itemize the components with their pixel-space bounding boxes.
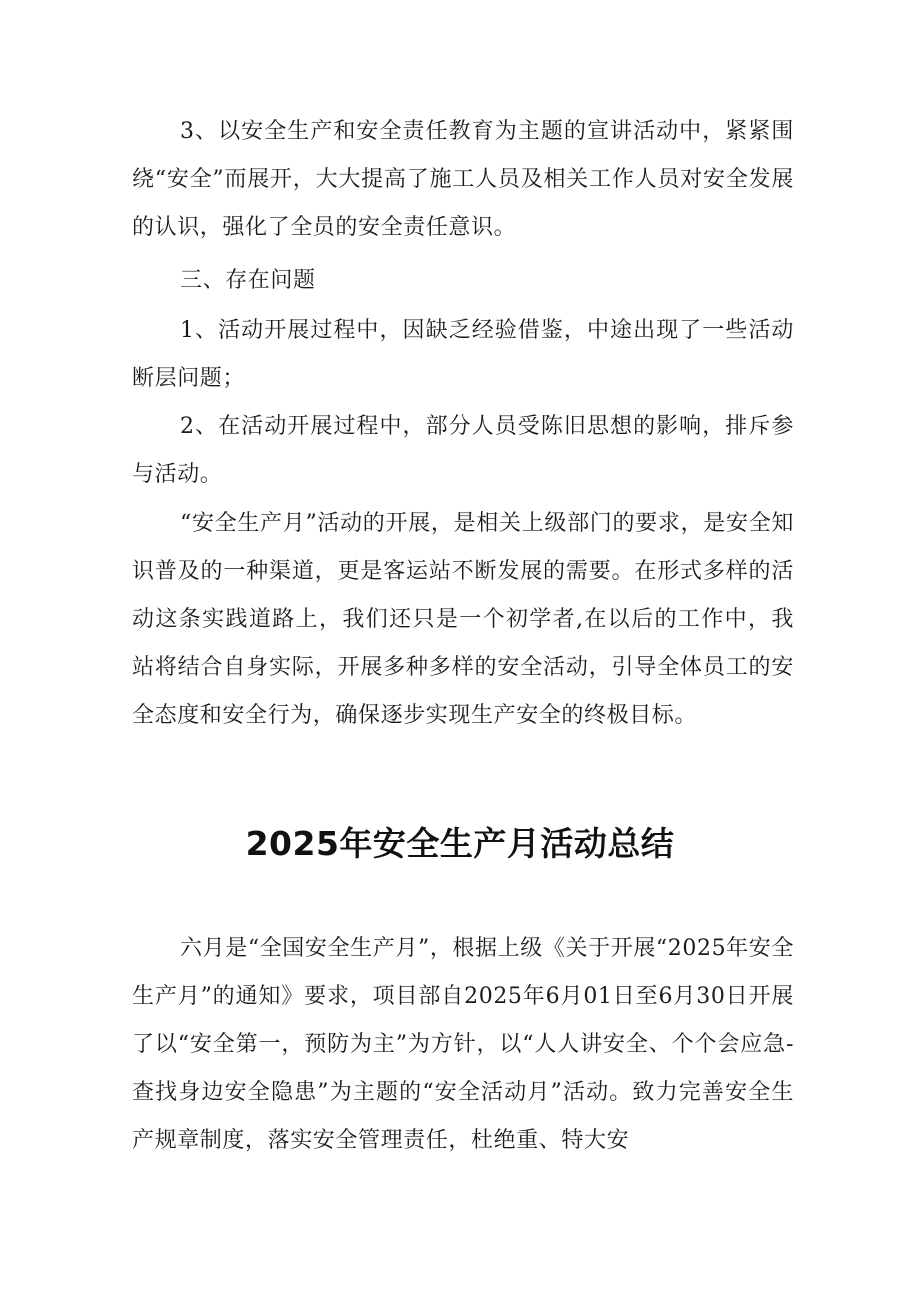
paragraph-conclusion: “安全生产月”活动的开展，是相关上级部门的要求，是安全知识普及的一种渠道，更是客运站不断发展的需要。在形式多样的活动这条实践道路上，我们还只是一个初学者,在以后的工作中，我站将结合自身实际，开展多种多样的安全活动，引导全体员工的安全态度和安全行为，确保逐步实现生产安全的终极目标。 bbox=[132, 511, 794, 728]
section-heading-existing-problems: 三、存在问题 bbox=[180, 268, 316, 293]
paragraph-safety-education: 3、以安全生产和安全责任教育为主题的宣讲活动中，紧紧围绕“安全”而展开，大大提高了施工人员及相关工作人员对安全发展的认识，强化了全员的安全责任意识。 bbox=[132, 119, 794, 240]
paragraph-summary-intro: 六月是“全国安全生产月”，根据上级《关于开展“2025年安全生产月”的通知》要求，项目部自2025年6月01日至6月30日开展了以“安全第一，预防为主”为方针，以“人人讲安全、个个会应急-查找身边安全隐患”为主题的“安全活动月”活动。致力完善安全生产规章制度，落实安全管理责任，杜绝重、特大安 bbox=[132, 936, 794, 1153]
paragraph-problem-2: 2、在活动开展过程中，部分人员受陈旧思想的影响，排斥参与活动。 bbox=[132, 414, 794, 487]
document-title: 2025年安全生产月活动总结 bbox=[245, 824, 675, 863]
paragraph-problem-1: 1、活动开展过程中，因缺乏经验借鉴，中途出现了一些活动断层问题； bbox=[132, 318, 794, 391]
